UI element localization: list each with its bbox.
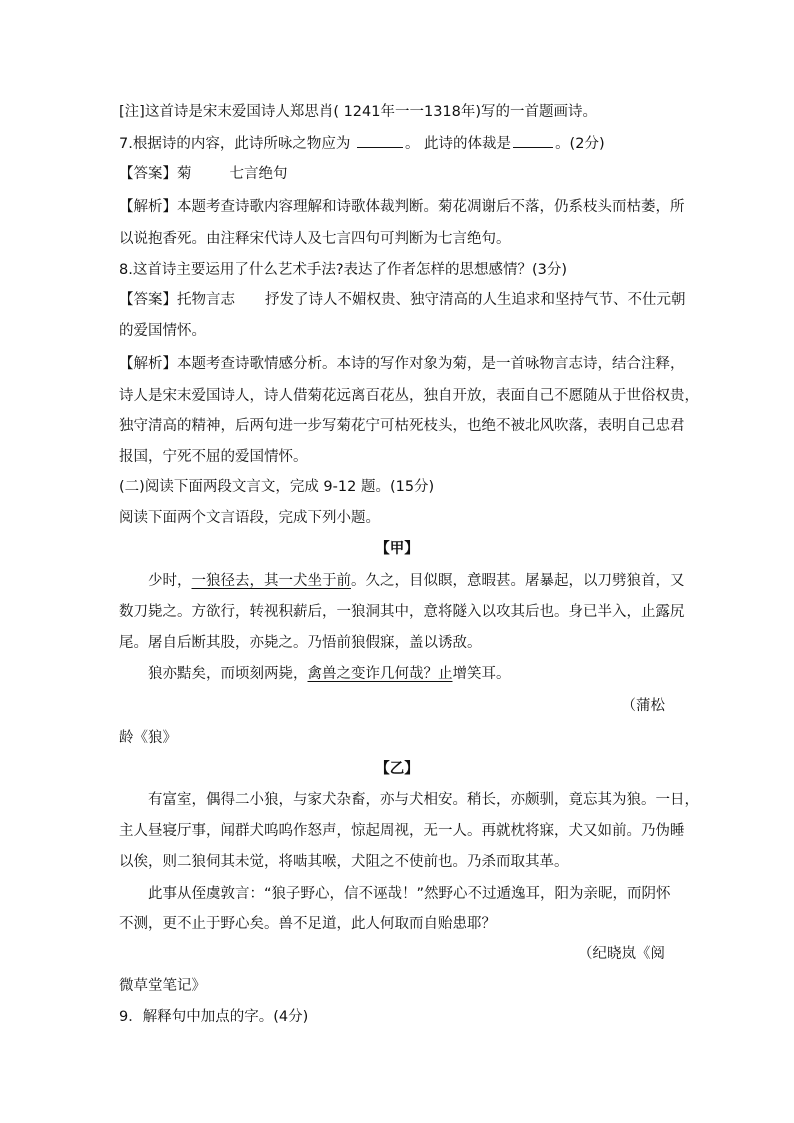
answer-label: 【答案】 [119,166,177,182]
answer-label: 【答案】 [119,292,177,308]
passage-text: 少时， [148,573,192,589]
analysis-text: 本题考查诗歌内容理解和诗歌体裁判断。菊花凋谢后不落，仍系枝头而枯萎，所 [177,199,685,215]
passage-yi-line: 主人昼寝厅事，闻群犬呜呜作怒声，惊起周视，无一人。再就枕将寐，犬又如前。乃伪睡 [119,823,685,839]
question-7-analysis [119,197,685,217]
analysis-text: 独守清高的精神，后两句进一步写菊花宁可枯死枝头，也绝不被北风吹落，表明自己忠君 [119,418,685,434]
question-7-stem-c: 。(2分) [555,136,605,152]
analysis-text: 本题考查诗歌情感分析。本诗的写作对象为菊，是一首咏物言志诗，结合注释， [177,356,685,372]
question-8-analysis [119,354,685,374]
answer-blank-2 [513,133,553,148]
passage-jia-title: 【甲】 [375,541,419,557]
poem-note: [注]这首诗是宋末爱国诗人郑思肖( 1241年一一1318年)写的一首题画诗。 [119,104,598,120]
answer-text: 托物言志 [177,292,235,308]
passage-jia-line [148,664,708,684]
passage-yi-line: 此事从侄虞敦言：“狼子野心，信不诬哉！”然野心不过遁逸耳，阳为亲昵，而阴怀 [148,886,671,902]
passage-jia-line: 数刀毙之。方欲行，转视积薪后，一狼洞其中，意将隧入以攻其后也。身已半入，止露尻 [119,604,685,620]
question-8: 8.这首诗主要运用了什么艺术手法?表达了作者怎样的思想感情？(3分) [119,262,568,278]
question-9: 9．解释句中加点的字。(4分) [119,1009,309,1025]
section-heading: (二)阅读下面两段文言文，完成 9-12 题。(15分) [119,479,435,495]
passage-jia-line [148,571,708,591]
underlined-sentence: 一狼径去，其一犬坐于前 [191,573,351,589]
passage-text: 狼亦黠矣，而顷刻两毙， [148,666,308,682]
answer-blank-1 [357,133,403,148]
analysis-label: 【解析】 [119,356,177,372]
passage-text: 增笑耳。 [452,666,511,682]
passage-yi-source: 微草堂笔记》 [119,978,206,994]
passage-text: 。久之，目似瞑，意暇甚。屠暴起，以刀劈狼首，又 [351,573,685,589]
section-intro: 阅读下面两个文言语段，完成下列小题。 [119,510,380,526]
question-7-stem-b: 。 此诗的体裁是 [404,136,512,152]
analysis-label: 【解析】 [119,199,177,215]
passage-jia-source: 龄《狼》 [119,730,177,746]
analysis-text: 以说抱香死。由注释宋代诗人及七言四句可判断为七言绝句。 [119,231,511,247]
answer-text: 菊 [177,166,192,182]
passage-yi-source: （纪晓岚《阅 [578,946,665,962]
passage-yi-line: 不测，更不止于野心矣。兽不足道，此人何取而自贻患耶？ [119,916,496,932]
question-7 [119,133,679,154]
answer-text: 的爱国情怀。 [119,323,206,339]
answer-text: 抒发了诗人不媚权贵、独守清高的人生追求和坚持气节、不仕元朝 [265,292,686,308]
answer-text: 七言绝句 [229,166,288,182]
passage-yi-line: 以俟，则二狼伺其未觉，将啮其喉，犬阻之不使前也。乃杀而取其革。 [119,854,569,870]
analysis-text: 报国，宁死不屈的爱国情怀。 [119,449,308,465]
passage-yi-line: 有富室，偶得二小狼，与家犬杂畜，亦与犬相安。稍长，亦颇驯，竟忘其为狼。一日， [148,792,699,808]
analysis-text: 诗人是宋末爱国诗人，诗人借菊花远离百花丛，独自开放，表面自己不愿随从于世俗权贵， [119,388,699,404]
passage-jia-line: 尾。屠自后断其股，亦毙之。乃悟前狼假寐，盖以诱敌。 [119,635,482,651]
question-8-answer [119,290,686,310]
passage-jia-source: （蒲松 [621,698,665,714]
passage-yi-title: 【乙】 [375,761,419,777]
question-7-answer [119,164,679,184]
question-7-stem-a: 7.根据诗的内容，此诗所咏之物应为 [119,136,351,152]
underlined-sentence: 禽兽之变诈几何哉？止 [307,666,453,682]
